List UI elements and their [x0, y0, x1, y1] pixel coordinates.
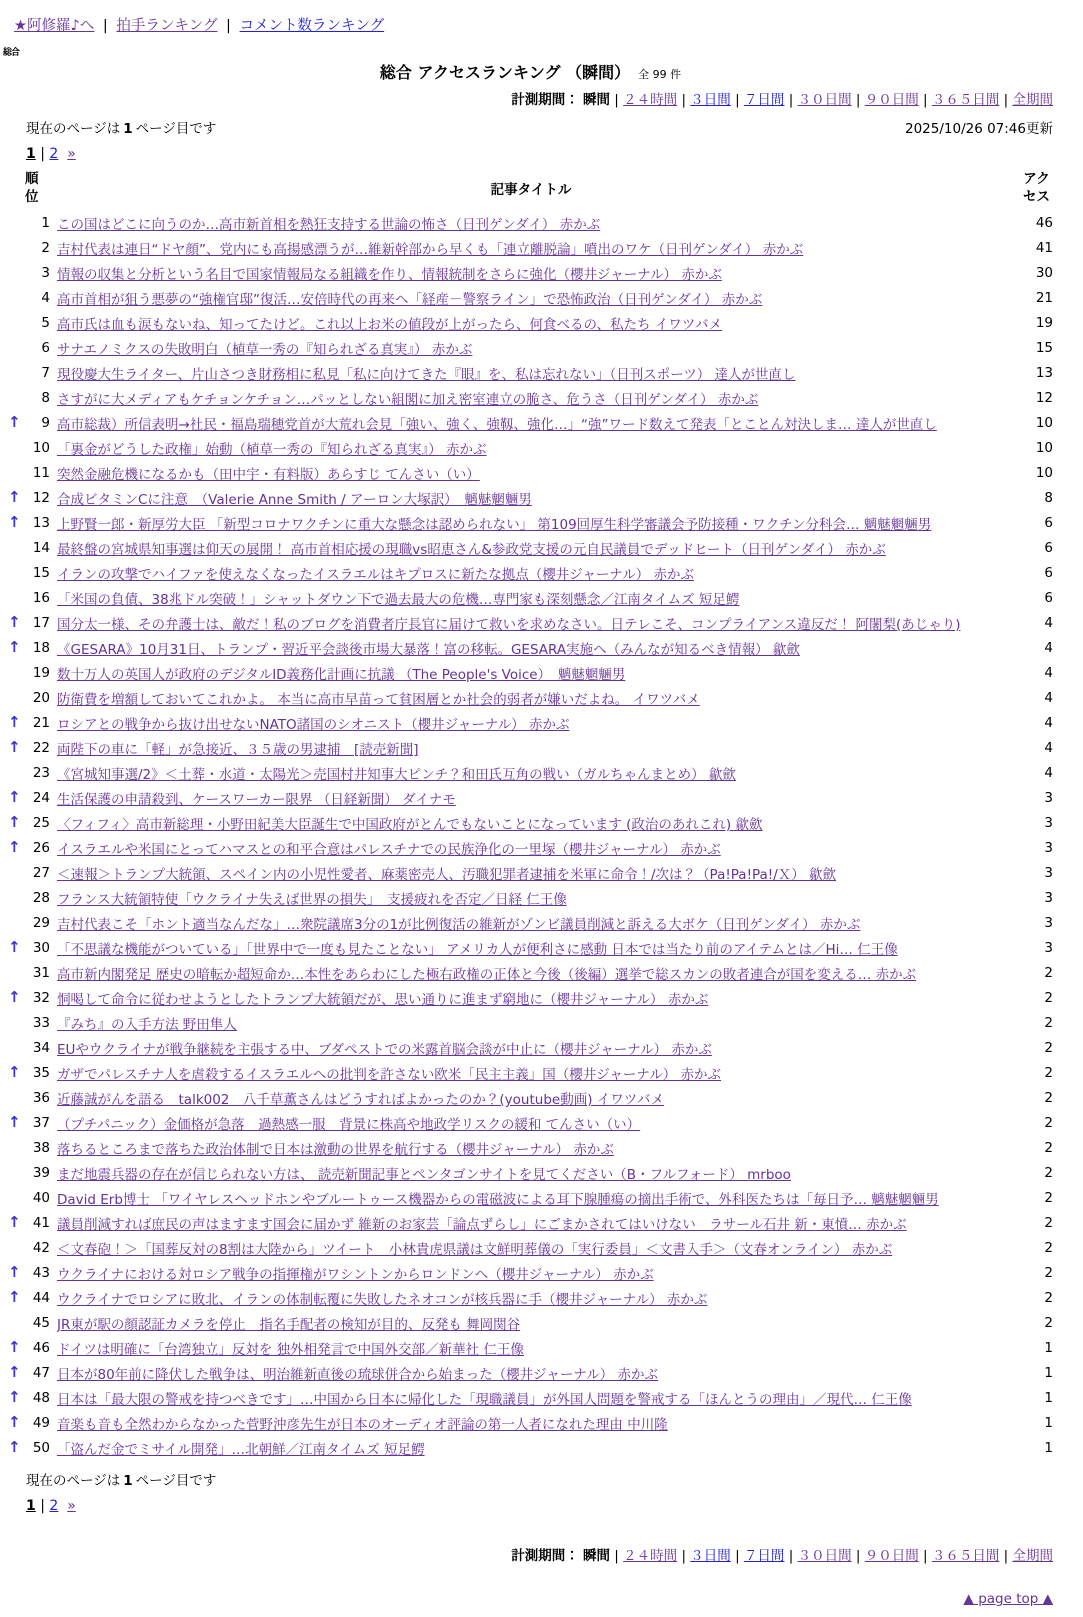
- table-row: [8, 310, 1053, 335]
- rank-number: 33: [32, 1014, 50, 1031]
- up-arrow-icon: ↑: [8, 1413, 21, 1432]
- article-link[interactable]: 高市総裁）所信表明→社民・福島瑞穂党首が大荒れ会見「強い、強く、強靱、強化…」“強”ワード数えて発表「とことん対決しま… 達人が世直し: [57, 416, 937, 433]
- article-link[interactable]: 近藤誠がんを語る talk002 八千草薫さんはどうすればよかったのか？(youtube動画) イワツバメ: [57, 1091, 664, 1108]
- table-row: [8, 1410, 1053, 1435]
- period-current: 瞬間: [583, 92, 611, 108]
- up-arrow-icon: ↑: [8, 488, 21, 507]
- article-link[interactable]: ウクライナにおける対ロシア戦争の指揮権がワシントンからロンドンへ（櫻井ジャーナル） 赤かぶ: [57, 1266, 654, 1283]
- period-link-6[interactable]: ３６５日間: [931, 1548, 1000, 1565]
- article-link[interactable]: 恫喝して命令に従わせようとしたトランプ大統領だが、思い通りに進まず窮地に（櫻井ジャーナル） 赤かぶ: [57, 991, 709, 1008]
- nav-link-1[interactable]: 拍手ランキング: [116, 18, 218, 34]
- access-count: 2: [1044, 1314, 1053, 1331]
- access-count: 19: [1035, 314, 1053, 331]
- article-link[interactable]: 吉村代表は連日“ドヤ顔”、党内にも高揚感漂うが…維新幹部から早くも「連立離脱論」噴出のワケ（日刊ゲンダイ） 赤かぶ: [57, 241, 804, 258]
- article-link[interactable]: JR東が駅の顔認証カメラを停止 指名手配者の検知が目的、反発も 舞岡関谷: [57, 1316, 521, 1333]
- rank-number: 17: [32, 614, 50, 631]
- rank-number: 47: [32, 1364, 50, 1381]
- period-link-7[interactable]: 全期間: [1012, 92, 1053, 108]
- article-link[interactable]: ドイツは明確に「台湾独立」反対を 独外相発言で中国外交部／新華社 仁王像: [57, 1341, 524, 1358]
- table-row: [8, 1185, 1053, 1210]
- table-row: [8, 485, 1053, 510]
- period-separator: |: [918, 92, 932, 108]
- period-separator: |: [677, 1548, 691, 1565]
- article-link[interactable]: さすがに大メディアもケチョンケチョン…パッとしない組閣に加え密室連立の脆さ、危うさ（日刊ゲンダイ） 赤かぶ: [57, 391, 759, 408]
- access-count: 3: [1044, 939, 1053, 956]
- category-label: 総合: [3, 48, 20, 58]
- table-row: [8, 385, 1053, 410]
- pagination-bottom: 1 | 2 »: [26, 1498, 76, 1515]
- access-count: 4: [1044, 714, 1053, 731]
- article-link[interactable]: 音楽も音も全然わからなかった菅野沖彦先生が日本のオーディオ評論の第一人者になれた理由 中川隆: [57, 1416, 668, 1433]
- period-link-1[interactable]: ２４時間: [623, 92, 678, 108]
- table-row: [8, 660, 1053, 685]
- up-arrow-icon: ↑: [8, 838, 21, 857]
- nav-link-2[interactable]: コメント数ランキング: [239, 18, 385, 34]
- page-info-row-top: [8, 117, 1053, 137]
- rank-number: 39: [32, 1164, 50, 1181]
- period-link-6[interactable]: ３６５日間: [931, 92, 1000, 108]
- access-count: 46: [1035, 214, 1053, 231]
- rank-number: 2: [41, 239, 50, 256]
- rank-number: 20: [32, 689, 50, 706]
- access-count: 12: [1035, 389, 1053, 406]
- current-page-text: 現在のページは 1 ページ目です: [26, 121, 217, 137]
- rank-number: 38: [32, 1139, 50, 1156]
- access-count: 8: [1044, 489, 1053, 506]
- period-separator: |: [999, 1548, 1013, 1565]
- table-row: [8, 285, 1053, 310]
- table-row: [8, 760, 1053, 785]
- pagination-link-1[interactable]: 2: [49, 1498, 59, 1515]
- table-row: [8, 1135, 1053, 1160]
- rank-number: 49: [32, 1414, 50, 1431]
- article-link[interactable]: イスラエルや米国にとってハマスとの和平合意はパレスチナでの民族浄化の一里塚（櫻井ジャーナル） 赤かぶ: [57, 841, 721, 858]
- period-filter-items: [583, 92, 1053, 108]
- article-link[interactable]: 防衛費を増額しておいてこれかよ。 本当に高市早苗って貧困層とか社会的弱者が嫌いだよね。 イワツバメ: [57, 691, 700, 708]
- rank-number: 3: [41, 264, 50, 281]
- rank-number: 43: [32, 1264, 50, 1281]
- access-count: 6: [1044, 589, 1053, 606]
- table-row: [8, 235, 1053, 260]
- article-link[interactable]: まだ地震兵器の存在が信じられない方は、 読売新聞記事とペンタゴンサイトを見てください（B・フルフォード） mrboo: [57, 1166, 791, 1183]
- title-row: [8, 60, 1053, 83]
- period-filter-label: 計測期間：: [511, 92, 579, 108]
- period-separator: |: [918, 1548, 932, 1565]
- table-row: [8, 835, 1053, 860]
- table-row: [8, 860, 1053, 885]
- article-link[interactable]: 〈フィフィ〉高市新総理・小野田紀美大臣誕生で中国政府がとんでもないことになっています (政治のあれこれ) 歙歛: [57, 816, 763, 833]
- article-link[interactable]: 国分太一様、その弁護士は、敵だ！私のブログを消費者庁長官に届けて救いを求めなさい。日テレこそ、コンプライアンス違反だ！ 阿闍梨(あじゃり): [57, 616, 961, 633]
- updated-timestamp: 2025/10/26 07:46更新: [904, 121, 1053, 137]
- period-separator: |: [784, 1548, 798, 1565]
- table-row: [8, 935, 1053, 960]
- access-count: 2: [1044, 1289, 1053, 1306]
- article-link[interactable]: この国はどこに向うのか…高市新首相を熱狂支持する世論の怖さ（日刊ゲンダイ） 赤かぶ: [57, 216, 601, 233]
- table-row: [8, 1385, 1053, 1410]
- access-count: 2: [1044, 1039, 1053, 1056]
- rank-number: 28: [32, 889, 50, 906]
- article-link[interactable]: 《宮城知事選/2》＜土葬・水道・太陽光＞売国村井知事大ピンチ？和田氏互角の戦い（ガルちゃんまとめ） 歙歛: [57, 766, 736, 783]
- nav-link-0[interactable]: ★阿修羅♪へ: [14, 18, 95, 34]
- period-link-4[interactable]: ３０日間: [797, 1548, 852, 1565]
- rank-number: 15: [32, 564, 50, 581]
- period-link-7[interactable]: 全期間: [1012, 1548, 1053, 1565]
- access-count: 10: [1035, 414, 1053, 431]
- access-count: 4: [1044, 764, 1053, 781]
- access-count: 2: [1044, 1264, 1053, 1281]
- article-link[interactable]: ＜文春砲！＞「国葬反対の8割は大陸から」ツイート 小林貴虎県議は文鮮明葬儀の「実行委員」＜文書入手＞（文春オンライン） 赤かぶ: [57, 1241, 893, 1258]
- article-link[interactable]: ウクライナでロシアに敗北、イランの体制転覆に失敗したネオコンが核兵器に手（櫻井ジャーナル） 赤かぶ: [57, 1291, 708, 1308]
- pagination-link-2[interactable]: »: [67, 1498, 76, 1515]
- article-link[interactable]: 合成ビタミンCに注意 （Valerie Anne Smith / アーロン大塚訳） 魑魅魍魎男: [57, 491, 532, 508]
- pagination-top: 1 | 2 »: [26, 146, 76, 162]
- rank-number: 19: [32, 664, 50, 681]
- rank-number: 1: [41, 214, 50, 231]
- access-count: 30: [1035, 264, 1053, 281]
- article-link[interactable]: 生活保護の申請殺到、ケースワーカー限界 （日経新聞） ダイナモ: [57, 791, 456, 808]
- nav-separator: |: [98, 18, 113, 34]
- table-row: [8, 635, 1053, 660]
- rank-number: 41: [32, 1214, 50, 1231]
- article-link[interactable]: 高市首相が狙う悪夢の“強権官邸”復活…安倍時代の再来へ「経産－警察ライン」で恐怖政治（日刊ゲンダイ） 赤かぶ: [57, 291, 763, 308]
- up-arrow-icon: ↑: [8, 638, 21, 657]
- rank-number: 10: [32, 439, 50, 456]
- rank-number: 26: [32, 839, 50, 856]
- access-count: 1: [1044, 1414, 1053, 1431]
- table-row: [8, 560, 1053, 585]
- page-title: 総合 アクセスランキング （瞬間）: [379, 63, 631, 82]
- rank-number: 35: [32, 1064, 50, 1081]
- article-link[interactable]: 「米国の負債、38兆ドル突破！」シャットダウン下で過去最大の危機…専門家も深刻懸念／江南タイムズ 短足鰐: [57, 591, 740, 608]
- column-header-title: 記事タイトル: [490, 182, 572, 199]
- rank-number: 6: [41, 339, 50, 356]
- period-link-2[interactable]: ３日間: [690, 92, 731, 108]
- rank-number: 11: [32, 464, 50, 481]
- table-row: [8, 810, 1053, 835]
- table-row: [8, 960, 1053, 985]
- rank-number: 14: [32, 539, 50, 556]
- access-count: 4: [1044, 739, 1053, 756]
- rank-number: 5: [41, 314, 50, 331]
- article-link[interactable]: 日本は「最大限の警戒を持つべきです」…中国から日本に帰化した「現職議員」が外国人問題を警戒する「ほんとうの理由」／現代… 仁王像: [57, 1391, 912, 1408]
- rank-number: 22: [32, 739, 50, 756]
- access-count: 2: [1044, 1139, 1053, 1156]
- table-row: [8, 685, 1053, 710]
- access-count: 2: [1044, 1014, 1053, 1031]
- up-arrow-icon: ↑: [8, 1363, 21, 1382]
- page-info-row-bottom: [8, 1469, 1053, 1489]
- pagination-link-2[interactable]: »: [67, 146, 76, 162]
- table-row: [8, 1435, 1053, 1460]
- rank-number: 45: [32, 1314, 50, 1331]
- period-link-3[interactable]: ７日間: [743, 92, 785, 108]
- table-row: [8, 1235, 1053, 1260]
- table-row: [8, 710, 1053, 735]
- article-link[interactable]: ガザでパレスチナ人を虐殺するイスラエルへの批判を許さない欧米「民主主義」国（櫻井ジャーナル） 赤かぶ: [57, 1066, 722, 1083]
- up-arrow-icon: ↑: [8, 1263, 21, 1282]
- period-filter-label: 計測期間：: [511, 1548, 579, 1565]
- ranking-rows: [8, 210, 1053, 1460]
- pagination-link-1[interactable]: 2: [49, 146, 59, 162]
- rank-number: 46: [32, 1339, 50, 1356]
- table-row: [8, 1310, 1053, 1335]
- access-count: 10: [1035, 464, 1053, 481]
- article-link[interactable]: ＜速報＞トランプ大統領、スペイン内の小児性愛者、麻薬密売人、汚職犯罪者逮捕を米軍に命令！/次は？（Pa!Pa!Pa!/Ｘ） 歙歛: [57, 866, 837, 883]
- up-arrow-icon: ↑: [8, 1288, 21, 1307]
- rank-number: 40: [32, 1189, 50, 1206]
- access-count: 3: [1044, 914, 1053, 931]
- table-row: [8, 1110, 1053, 1135]
- rank-number: 32: [32, 989, 50, 1006]
- up-arrow-icon: ↑: [8, 1388, 21, 1407]
- rank-number: 29: [32, 914, 50, 931]
- period-link-1[interactable]: ２４時間: [623, 1548, 678, 1565]
- rank-number: 12: [32, 489, 50, 506]
- access-count: 1: [1044, 1389, 1053, 1406]
- up-arrow-icon: ↑: [8, 413, 21, 432]
- rank-number: 30: [32, 939, 50, 956]
- rank-number: 18: [32, 639, 50, 656]
- article-link[interactable]: 数十万人の英国人が政府のデジタルID義務化計画に抗議 （The People's Voice） 魑魅魍魎男: [57, 666, 626, 683]
- rank-number: 42: [32, 1239, 50, 1256]
- rank-number: 23: [32, 764, 50, 781]
- table-row: [8, 1210, 1053, 1235]
- table-row: [8, 435, 1053, 460]
- up-arrow-icon: ↑: [8, 1113, 21, 1132]
- up-arrow-icon: ↑: [8, 813, 21, 832]
- rank-number: 31: [32, 964, 50, 981]
- period-filter-items: [583, 1548, 1053, 1564]
- up-arrow-icon: ↑: [8, 713, 21, 732]
- up-arrow-icon: ↑: [8, 1213, 21, 1232]
- rank-number: 7: [41, 364, 50, 381]
- column-header-rank: 順位: [25, 171, 39, 206]
- article-link[interactable]: ロシアとの戦争から抜け出せないNATO諸国のシオニスト（櫻井ジャーナル） 赤かぶ: [57, 716, 570, 733]
- access-count: 21: [1035, 289, 1053, 306]
- article-link[interactable]: フランス大統領特使「ウクライナ失えば世界の損失」 支援疲れを否定／日経 仁王像: [57, 891, 567, 908]
- rank-number: 13: [32, 514, 50, 531]
- access-count: 10: [1035, 439, 1053, 456]
- period-separator: |: [610, 1548, 624, 1565]
- access-count: 3: [1044, 889, 1053, 906]
- rank-number: 24: [32, 789, 50, 806]
- access-count: 2: [1044, 1114, 1053, 1131]
- period-separator: |: [730, 92, 744, 108]
- access-count: 4: [1044, 664, 1053, 681]
- rank-number: 21: [32, 714, 50, 731]
- pagination-current-page: 1: [26, 1498, 36, 1515]
- article-link[interactable]: 突然金融危機になるかも（田中宇・有料版）あらすじ てんさい（い）: [57, 466, 480, 483]
- article-link[interactable]: 「不思議な機能がついている」「世界中で一度も見たことない」 アメリカ人が便利さに感動 日本では当たり前のアイテムとは／Hi… 仁王像: [57, 941, 898, 958]
- current-page-number: 1: [123, 1473, 133, 1490]
- pagination-current-page: 1: [26, 146, 36, 162]
- rank-number: 9: [41, 414, 50, 431]
- article-link[interactable]: 「裏金がどうした政権」始動（植草一秀の『知られざる真実』） 赤かぶ: [57, 441, 487, 458]
- period-separator: |: [851, 1548, 865, 1565]
- table-row: [8, 510, 1053, 535]
- table-row: [8, 885, 1053, 910]
- access-count: 3: [1044, 864, 1053, 881]
- period-separator: |: [610, 92, 624, 108]
- table-row: [8, 1035, 1053, 1060]
- period-separator: |: [851, 92, 865, 108]
- table-row: [8, 210, 1053, 235]
- period-link-2[interactable]: ３日間: [690, 1548, 731, 1565]
- article-link[interactable]: David Erb博士 「ワイヤレスヘッドホンやブルートゥース機器からの電磁波による耳下腺腫瘍の摘出手術で、外科医たちは「毎日予… 魑魅魍魎男: [57, 1191, 939, 1208]
- table-row: [8, 1160, 1053, 1185]
- table-header: [8, 170, 1053, 206]
- period-filter-top: [8, 88, 1053, 108]
- article-link[interactable]: 高市氏は血も涙もないね、知ってたけど。これ以上お米の値段が上がったら、何食べるの、私たち イワツバメ: [57, 316, 722, 333]
- table-row: [8, 410, 1053, 435]
- rank-number: 16: [32, 589, 50, 606]
- access-count: 2: [1044, 1189, 1053, 1206]
- access-count: 1: [1044, 1439, 1053, 1456]
- article-link[interactable]: （プチパニック）金価格が急落 過熱感一服 背景に株高や地政学リスクの緩和 てんさい（い）: [57, 1116, 641, 1133]
- table-row: [8, 1260, 1053, 1285]
- up-arrow-icon: ↑: [8, 1063, 21, 1082]
- table-row: [8, 260, 1053, 285]
- access-count: 4: [1044, 639, 1053, 656]
- rank-number: 44: [32, 1289, 50, 1306]
- access-count: 6: [1044, 564, 1053, 581]
- period-separator: |: [784, 92, 798, 108]
- access-count: 2: [1044, 964, 1053, 981]
- table-row: [8, 360, 1053, 385]
- up-arrow-icon: ↑: [8, 613, 21, 632]
- up-arrow-icon: ↑: [8, 1438, 21, 1457]
- article-link[interactable]: 最終盤の宮城県知事選は仰天の展開！ 高市首相応援の現職vs昭恵さん&参政党支援の元自民議員でデッドヒート（日刊ゲンダイ） 赤かぶ: [57, 541, 886, 558]
- article-link[interactable]: イランの攻撃でハイファを使えなくなったイスラエルはキプロスに新たな拠点（櫻井ジャーナル） 赤かぶ: [57, 566, 695, 583]
- rank-number: 36: [32, 1089, 50, 1106]
- current-page-text: 現在のページは 1 ページ目です: [26, 1473, 217, 1490]
- current-page-number: 1: [123, 121, 133, 137]
- up-arrow-icon: ↑: [8, 938, 21, 957]
- article-link[interactable]: 吉村代表こそ「ホント適当なんだな」…衆院議席3分の1が比例復活の維新がゾンビ議員削減と訴える大ボケ（日刊ゲンダイ） 赤かぶ: [57, 916, 861, 933]
- article-link[interactable]: 《GESARA》10月31日、トランプ・習近平会談後市場大暴落！富の移転。GESARA実施へ（みんなが知るべき情報） 歙歛: [57, 641, 800, 658]
- article-link[interactable]: 『みち』の入手方法 野田隼人: [57, 1016, 237, 1033]
- article-link[interactable]: 「盗んだ金でミサイル開発」…北朝鮮／江南タイムズ 短足鰐: [57, 1441, 425, 1458]
- top-nav: [14, 14, 1053, 35]
- rank-number: 8: [41, 389, 50, 406]
- rank-number: 37: [32, 1114, 50, 1131]
- article-link[interactable]: 高市新内閣発足 歴史の暗転か超短命か…本性をあらわにした極右政権の正体と今後（後編）選挙で総スカンの敗者連合が国を変える… 赤かぶ: [57, 966, 917, 983]
- table-row: [8, 735, 1053, 760]
- access-count: 2: [1044, 1214, 1053, 1231]
- access-count: 2: [1044, 1164, 1053, 1181]
- table-row: [8, 910, 1053, 935]
- article-link[interactable]: 議員削減すれば庶民の声はますます国会に届かず 維新のお家芸「論点ずらし」にごまかされてはいけない ラサール石井 新・東憤… 赤かぶ: [57, 1216, 907, 1233]
- table-row: [8, 335, 1053, 360]
- access-count: 4: [1044, 689, 1053, 706]
- access-count: 13: [1035, 364, 1053, 381]
- access-count: 6: [1044, 514, 1053, 531]
- period-separator: |: [677, 92, 691, 108]
- table-row: [8, 460, 1053, 485]
- access-count: 6: [1044, 539, 1053, 556]
- period-link-5[interactable]: ９０日間: [864, 92, 919, 108]
- up-arrow-icon: ↑: [8, 738, 21, 757]
- table-row: [8, 535, 1053, 560]
- table-row: [8, 1010, 1053, 1035]
- table-row: [8, 985, 1053, 1010]
- up-arrow-icon: ↑: [8, 988, 21, 1007]
- access-count: 2: [1044, 1089, 1053, 1106]
- page-top-row: [8, 1591, 1053, 1607]
- rank-number: 48: [32, 1389, 50, 1406]
- table-row: [8, 610, 1053, 635]
- rank-number: 25: [32, 814, 50, 831]
- table-row: [8, 585, 1053, 610]
- article-link[interactable]: EUやウクライナが戦争継続を主張する中、ブダペストでの米露首脳会談が中止に（櫻井ジャーナル） 赤かぶ: [57, 1041, 712, 1058]
- article-link[interactable]: サナエノミクスの失敗明白（植草一秀の『知られざる真実』） 赤かぶ: [57, 341, 473, 358]
- period-link-5[interactable]: ９０日間: [864, 1548, 919, 1565]
- table-row: [8, 1060, 1053, 1085]
- access-count: 41: [1035, 239, 1053, 256]
- article-link[interactable]: 両陛下の車に「軽」が急接近、３５歳の男逮捕 [読売新聞]: [57, 741, 419, 758]
- total-count: 全 99 件: [638, 68, 682, 81]
- period-current: 瞬間: [583, 1548, 611, 1565]
- rank-number: 50: [32, 1439, 50, 1456]
- rank-number: 4: [41, 289, 50, 306]
- access-count: 15: [1035, 339, 1053, 356]
- table-row: [8, 785, 1053, 810]
- table-row: [8, 1335, 1053, 1360]
- access-count: 3: [1044, 839, 1053, 856]
- table-row: [8, 1285, 1053, 1310]
- article-link[interactable]: 上野賢一郎・新厚労大臣 「新型コロナワクチンに重大な懸念は認められない」 第109回厚生科学審議会予防接種・ワクチン分科会… 魑魅魍魎男: [57, 516, 932, 533]
- access-count: 1: [1044, 1339, 1053, 1356]
- page-top-link[interactable]: ▲ page top ▲: [963, 1591, 1053, 1608]
- period-filter-bottom: [8, 1544, 1053, 1564]
- access-count: 4: [1044, 614, 1053, 631]
- article-link[interactable]: 日本が80年前に降伏した戦争は、明治維新直後の琉球併合から始まった（櫻井ジャーナル） 赤かぶ: [57, 1366, 659, 1383]
- period-separator: |: [730, 1548, 744, 1565]
- access-count: 3: [1044, 814, 1053, 831]
- rank-number: 34: [32, 1039, 50, 1056]
- up-arrow-icon: ↑: [8, 788, 21, 807]
- rank-number: 27: [32, 864, 50, 881]
- access-count: 1: [1044, 1364, 1053, 1381]
- up-arrow-icon: ↑: [8, 513, 21, 532]
- up-arrow-icon: ↑: [8, 1338, 21, 1357]
- period-link-4[interactable]: ３０日間: [797, 92, 852, 108]
- article-link[interactable]: 落ちるところまで落ちた政治体制で日本は激動の世界を航行する（櫻井ジャーナル） 赤かぶ: [57, 1141, 614, 1158]
- column-header-access: アクセス: [1023, 171, 1050, 206]
- access-count: 3: [1044, 789, 1053, 806]
- table-row: [8, 1085, 1053, 1110]
- article-link[interactable]: 情報の収集と分析という名目で国家情報局なる組織を作り、情報統制をさらに強化（櫻井ジャーナル） 赤かぶ: [57, 266, 722, 283]
- access-count: 2: [1044, 1239, 1053, 1256]
- period-link-3[interactable]: ７日間: [743, 1548, 785, 1565]
- period-separator: |: [999, 92, 1013, 108]
- access-count: 2: [1044, 989, 1053, 1006]
- table-row: [8, 1360, 1053, 1385]
- article-link[interactable]: 現役慶大生ライター、片山さつき財務相に私見「私に向けてきた『眼』を、私は忘れない」（日刊スポーツ） 達人が世直し: [57, 366, 796, 383]
- access-count: 2: [1044, 1064, 1053, 1081]
- nav-separator: |: [221, 18, 236, 34]
